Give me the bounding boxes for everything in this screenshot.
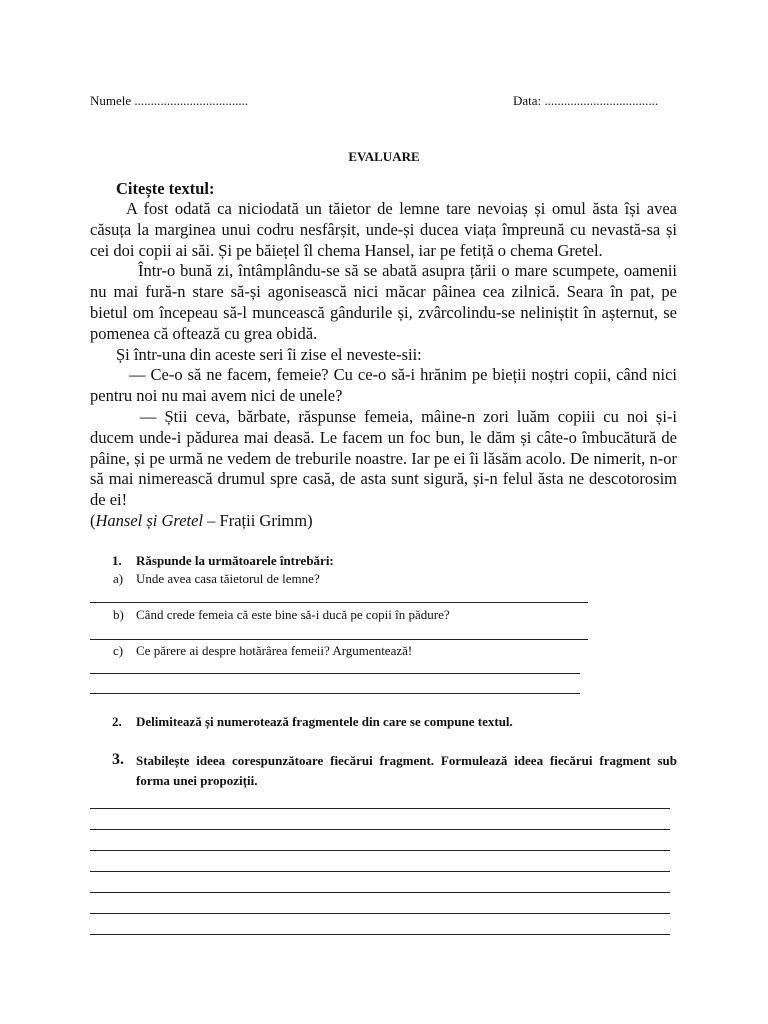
q1-text: Răspunde la următoarele întrebări: [136,553,334,568]
q2-text: Delimitează și numerotează fragmentele din care se compune textul. [136,714,513,729]
name-label: Numele [90,93,132,108]
q1b-text: Când crede femeia că este bine să-i ducă pe copii în pădure? [136,607,450,622]
answer-line-3-4[interactable] [90,871,670,872]
name-field [90,93,248,109]
answer-line-3-1[interactable] [90,808,670,809]
story-paragraph-1: A fost odată ca niciodată un tăietor de lemne tare nevoiaș și omul ăsta își avea căsuța la marginea unui codru nesfârșit, unde-și ducea viața împreună cu nevastă-sa și cei doi copii ai săi. Și pe băiețel îl chema Hansel, iar pe fetiță o chema Gretel. [90,199,677,260]
story-paragraph-3: Și într-una din aceste seri îi zise el neveste-sii: [116,344,422,364]
answer-line-3-3[interactable] [90,850,670,851]
q2-number: 2. [112,714,122,729]
answer-line-1c-2[interactable] [90,693,580,694]
answer-line-3-2[interactable] [90,829,670,830]
story-text [90,199,677,532]
answer-line-3-6[interactable] [90,913,670,914]
story-paragraph-2: Într-o bună zi, întâmplându-se să se abată asupra țării o mare scumpete, oamenii nu mai fură-n stare să-și agonisească nici măcar pâinea cea zilnică. Seara în pat, pe bietul om începeau să-l muncească gândurile și, zvârcolindu-se neliniștit în așternut, se pomenea că oftează cu grea obidă. [90,261,677,343]
story-paragraph-5: — Știi ceva, bărbate, răspunse femeia, mâine-n zori luăm copiii cu noi și-i ducem unde-i pădurea mai deasă. Le facem un foc bun, le dăm și câte-o îmbucătură de pâine, și pe urmă ne vedem de treburile noastre. Iar pe ei îi lăsăm acolo. De nimerit, n-or să mai nimerească drumul spre casă, de asta sunt sigură, și-n felul ăsta ne descotorosim de ei! [90,406,677,510]
date-dots[interactable]: ................................... [544,93,659,108]
q1b-letter: b) [113,607,124,622]
date-label: Data: [513,93,542,108]
page-title: EVALUARE [348,149,420,164]
answer-line-1c-1[interactable] [90,673,580,674]
story-paragraph-4: — Ce-o să ne facem, femeie? Cu ce-o să-i hrănim pe bieții noștri copii, când nici pentru noi nu mai avem nici de unele? [90,365,677,406]
q1a-letter: a) [113,571,124,586]
answer-line-1a[interactable] [90,602,588,603]
answer-line-3-5[interactable] [90,892,670,893]
reading-heading: Citește textul: [116,179,215,198]
q1c-letter: c) [113,643,124,658]
answer-line-1b[interactable] [90,639,588,640]
q1c-text: Ce părere ai despre hotărârea femeii? Argumentează! [136,643,413,658]
source-title: Hansel și Gretel [95,510,204,530]
story-source: (Hansel și Gretel – Frații Grimm) [90,510,313,530]
q3-number: 3. [112,751,124,768]
q1a-text: Unde avea casa tăietorul de lemne? [136,571,320,586]
answer-line-3-7[interactable] [90,934,670,935]
q3-text: Stabilește ideea corespunzătoare fiecărui fragment. Formulează ideea fiecărui fragment sub forma unei propoziții. [136,753,677,788]
q1-number: 1. [112,553,122,568]
name-dots[interactable]: ................................... [134,93,249,108]
date-field [513,93,658,109]
